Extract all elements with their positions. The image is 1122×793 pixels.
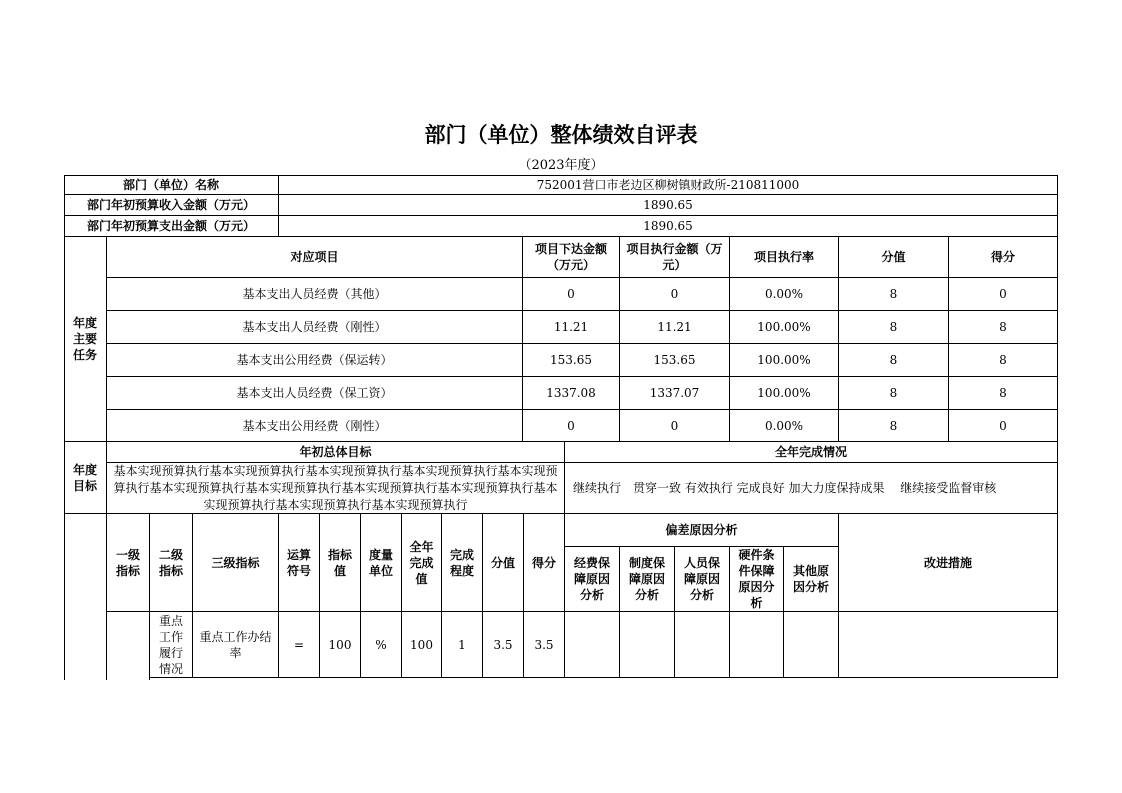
ind-header-dev-staff: 人员保障原因分析 [675,547,730,612]
ind-row-1-level2: 重点工作履行情况 [150,612,193,678]
task-row-4-allocated: 1337.08 [523,377,620,410]
task-row-3-project: 基本支出公用经费（保运转） [107,344,523,377]
unit-name-value: 752001营口市老边区柳树镇财政所-210811000 [279,175,1058,195]
task-row-4-project: 基本支出人员经费（保工资） [107,377,523,410]
ind-row-1-dev-system [620,612,675,678]
task-row-4-points: 8 [839,377,949,410]
task-row-3-allocated: 153.65 [523,344,620,377]
ind-header-actual: 全年完成值 [402,514,442,612]
indicators-section-cell [64,514,107,680]
task-row-1-points: 8 [839,278,949,311]
ind-row-1-points: 3.5 [483,612,524,678]
ind-header-dev-hardware: 硬件条件保障原因分析 [730,547,784,612]
ind-header-level1: 一级指标 [107,514,150,612]
tasks-header-allocated: 项目下达金额（万元） [523,237,620,278]
expense-value: 1890.65 [279,216,1058,237]
task-row-5-executed: 0 [620,410,730,442]
task-row-3-score: 8 [949,344,1058,377]
tasks-header-rate: 项目执行率 [730,237,839,278]
report-year: （2023年度） [518,158,604,173]
task-row-2-rate: 100.00% [730,311,839,344]
ind-header-target: 指标值 [320,514,361,612]
goals-initial-text: 基本实现预算执行基本实现预算执行基本实现预算执行基本实现预算执行基本实现预算执行基本实现预算执行基本实现预算执行基本实现预算执行基本实现预算执行基本实现预算执行基本实现预算执行基本实现预算执行 [107,463,565,514]
task-row-3-executed: 153.65 [620,344,730,377]
task-row-2-points: 8 [839,311,949,344]
ind-row-1-unit: % [361,612,402,678]
ind-row-1-dev-staff [675,612,730,678]
task-row-2-score: 8 [949,311,1058,344]
ind-row-1-actual: 100 [402,612,442,678]
unit-name-label: 部门（单位）名称 [64,175,279,195]
ind-header-dev-other: 其他原因分析 [784,547,839,612]
task-row-5-points: 8 [839,410,949,442]
ind-row-1-dev-funding [565,612,620,678]
page-title: 部门（单位）整体绩效自评表 [424,123,698,147]
income-value: 1890.65 [279,195,1058,216]
task-row-4-rate: 100.00% [730,377,839,410]
goals-section-label: 年度目标 [64,442,107,514]
task-row-1-score: 0 [949,278,1058,311]
ind-row-1-score: 3.5 [524,612,565,678]
task-row-4-executed: 1337.07 [620,377,730,410]
tasks-section-label: 年度主要任务 [64,237,107,442]
task-row-5-rate: 0.00% [730,410,839,442]
ind-header-deviation: 偏差原因分析 [565,514,839,547]
task-row-1-rate: 0.00% [730,278,839,311]
task-row-2-project: 基本支出人员经费（刚性） [107,311,523,344]
ind-header-level3: 三级指标 [193,514,279,612]
goals-initial-header: 年初总体目标 [107,442,565,463]
task-row-1-executed: 0 [620,278,730,311]
ind-header-dev-funding: 经费保障原因分析 [565,547,620,612]
ind-row-1-dev-hardware [730,612,784,678]
goals-completion-text: 继续执行 贯穿一致 有效执行 完成良好 加大力度保持成果 继续接受监督审核 [565,463,1058,514]
task-row-5-allocated: 0 [523,410,620,442]
tasks-header-executed: 项目执行金额（万元） [620,237,730,278]
tasks-header-points: 分值 [839,237,949,278]
ind-header-points: 分值 [483,514,524,612]
task-row-2-allocated: 11.21 [523,311,620,344]
ind-row-1-degree: 1 [442,612,483,678]
ind-header-dev-system: 制度保障原因分析 [620,547,675,612]
ind-row-1-target: 100 [320,612,361,678]
task-row-3-rate: 100.00% [730,344,839,377]
ind-row-1-level3: 重点工作办结率 [193,612,279,678]
tasks-header-score: 得分 [949,237,1058,278]
ind-header-improvement: 改进措施 [839,514,1058,612]
ind-header-degree: 完成程度 [442,514,483,612]
ind-row-1-level1 [107,612,150,680]
task-row-2-executed: 11.21 [620,311,730,344]
task-row-5-project: 基本支出公用经费（刚性） [107,410,523,442]
task-row-4-score: 8 [949,377,1058,410]
ind-header-score: 得分 [524,514,565,612]
expense-label: 部门年初预算支出金额（万元） [64,216,279,237]
task-row-1-allocated: 0 [523,278,620,311]
income-label: 部门年初预算收入金额（万元） [64,195,279,216]
tasks-header-project: 对应项目 [107,237,523,278]
task-row-5-score: 0 [949,410,1058,442]
ind-header-level2: 二级指标 [150,514,193,612]
task-row-1-project: 基本支出人员经费（其他） [107,278,523,311]
ind-row-1-operator: = [279,612,320,678]
ind-header-unit: 度量单位 [361,514,402,612]
ind-row-1-improvement [839,612,1058,678]
task-row-3-points: 8 [839,344,949,377]
ind-header-operator: 运算符号 [279,514,320,612]
goals-completion-header: 全年完成情况 [565,442,1058,463]
ind-row-1-dev-other [784,612,839,678]
